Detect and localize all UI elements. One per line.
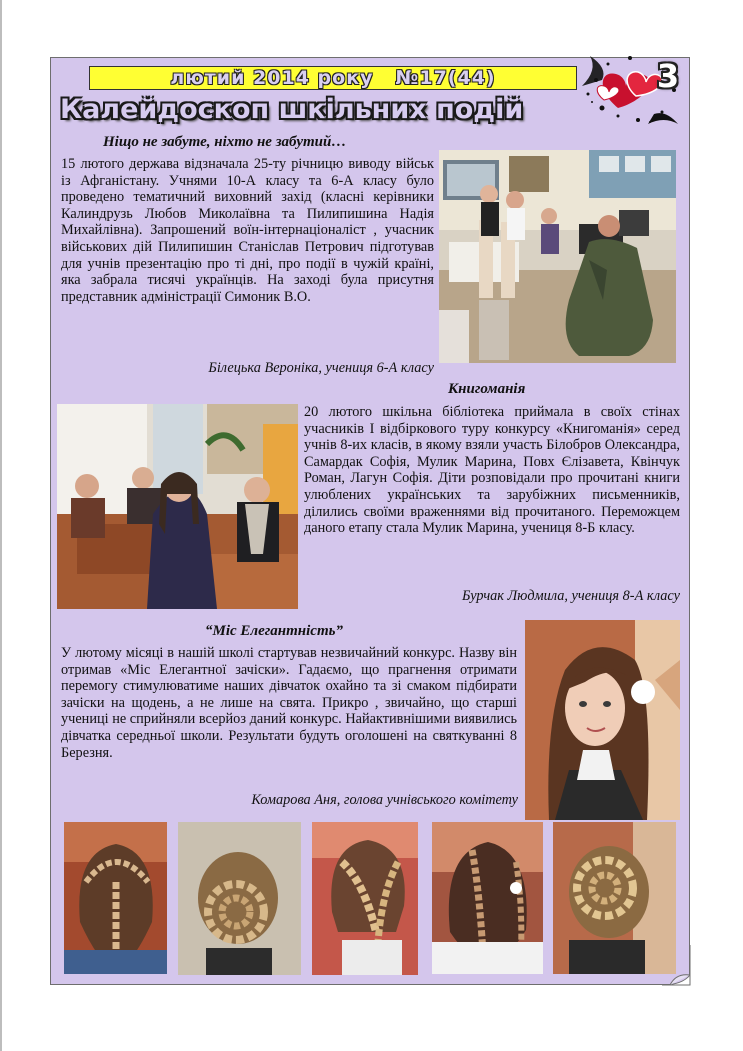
page-edge [0, 0, 2, 1051]
article3-signature: Комарова Аня, голова учнівського комітету [251, 792, 518, 808]
braid-photo-1 [64, 822, 167, 974]
page-title: Калейдоскоп шкільних подій [60, 94, 524, 125]
page-number: 3 [656, 57, 680, 95]
issue-number: №17(44) [395, 67, 496, 89]
article1-signature: Білецька Вероніка, учениця 6-А класу [208, 360, 434, 376]
article1-body: 15 лютого держава відзначала 25-ту річницю виводу військ із Афганістану. Учнями 10-А класу та 6-А класу було проведено тематичний виховний захід (класні керівники Калиндрузь Любов Миколаївна та Пилипишина Надія Михайлівна). Запрошений воїн-інтернаціоналіст , учасник військових дій Пилипишин Станіслав Петрович підготував для учнів презентацію про ті дні, про події в чужій країні, яка забрала тисячі українців. На заході була присутня представник адміністрації Симоник В.О. [61, 156, 434, 305]
braid-photo-3 [312, 822, 418, 975]
issue-month: лютий 2014 року [170, 67, 374, 89]
issue-bar [89, 66, 577, 90]
article2-signature: Бурчак Людмила, учениця 8-А класу [461, 588, 680, 604]
article2-heading: Книгоманія [448, 381, 526, 397]
article1-heading: Ніщо не забуте, ніхто не забутий… [103, 134, 347, 150]
girl-portrait-photo [525, 620, 680, 820]
article2-body: 20 лютого шкільна бібліотека приймала в своїх стінах учасників І відбіркового туру конкурсу «Книгоманія» серед учнів 8-их класів, в якому взяли участь Білобров Олександра, Самардак Софія, Мулик Марина, Повх Єлізавета, Квінчук Роман, Лагун Софія. Діти розповідали про прочитані книги улюблених українських та зарубіжних письменників, ділились своїми враженнями від прочитаного. Переможцем даного етапу стала Мулик Марина, учениця 8-Б класу. [304, 404, 680, 537]
article3-heading: “Міс Елегантність” [205, 623, 343, 639]
braid-photo-5 [553, 822, 676, 974]
braid-photo-2 [178, 822, 301, 975]
article3-body: У лютому місяці в нашій школі стартував незвичайний конкурс. Назву він отримав «Міс Елегантної зачіски». Гадаємо, що прагнення отримати перемогу стимулюватиме наших дівчаток охайно та зі смаком підбирати зачіски на щодень, а не лише на свята. Прикро , звичайно, що старші учениці не сприйняли всерйоз даний конкурс. Найактивнішими виявились дівчатка середньої школи. Результати будуть оголошені на святкуванні 8 Березня. [61, 645, 517, 761]
classroom-event-photo [439, 150, 676, 363]
braid-photo-4 [432, 822, 543, 974]
library-contest-photo [57, 404, 298, 609]
